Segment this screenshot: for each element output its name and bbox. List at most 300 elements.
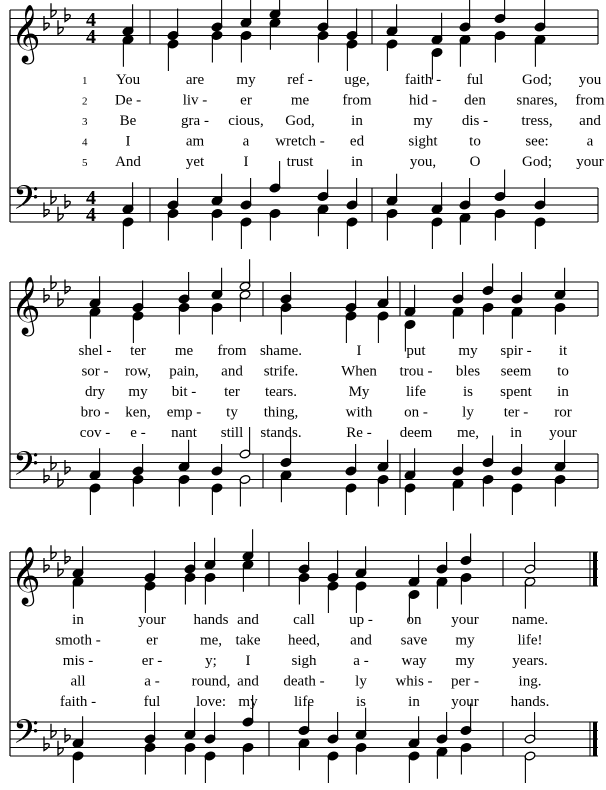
- lyric-syllable: call: [293, 612, 315, 628]
- lyric-syllable: wretch -: [275, 133, 325, 150]
- lyric-syllable: in: [351, 154, 363, 170]
- note: [144, 551, 156, 583]
- note: [132, 311, 144, 343]
- lyric-syllable: dis -: [461, 113, 489, 129]
- lyric-syllable: from: [342, 92, 372, 109]
- lyric-syllable: nant: [171, 425, 197, 441]
- note: [184, 542, 196, 574]
- note: [346, 178, 358, 210]
- note: [89, 276, 101, 308]
- lyric-syllable: is: [462, 384, 474, 400]
- lyric-syllable: bro -: [80, 404, 110, 421]
- lyric-syllable: sor -: [81, 363, 109, 380]
- lyric-syllable: love:: [196, 694, 226, 710]
- flat-icon: [58, 292, 63, 306]
- note: [178, 302, 190, 334]
- note: [317, 30, 329, 62]
- note: [482, 302, 494, 334]
- note: [184, 572, 196, 604]
- note: [436, 712, 448, 744]
- note: [317, 170, 329, 202]
- note: [460, 572, 472, 604]
- lyric-syllable: me,: [199, 632, 223, 649]
- lyric-syllable: O: [469, 154, 481, 170]
- svg-text:4: 4: [86, 9, 96, 31]
- note: [534, 35, 546, 67]
- lyric-syllable: and: [237, 673, 259, 690]
- lyric-syllable: gra -: [181, 113, 209, 129]
- lyric-syllable: in: [72, 612, 84, 628]
- lyric-syllable: my: [458, 343, 478, 359]
- note: [167, 178, 179, 210]
- note: [184, 742, 196, 774]
- lyric-syllable: are: [185, 72, 205, 88]
- lyric-syllable: your: [549, 425, 577, 441]
- lyric-syllable: to: [557, 363, 569, 380]
- note: [184, 708, 196, 740]
- note: [132, 444, 144, 476]
- lyric-syllable: way: [401, 653, 427, 669]
- note: [327, 551, 339, 583]
- flat-icon: [51, 456, 56, 470]
- note: [459, 213, 471, 245]
- lyric-syllable: trust: [286, 154, 314, 170]
- lyric-syllable: tears.: [264, 384, 298, 400]
- note: [482, 264, 494, 296]
- note: [89, 448, 101, 480]
- lyric-syllable: hands: [193, 612, 229, 628]
- note: [242, 560, 254, 592]
- note: [554, 302, 566, 334]
- lyric-syllable: ing.: [518, 673, 542, 690]
- lyric-syllable: hid -: [409, 92, 437, 109]
- lyric-syllable: ter: [130, 343, 146, 359]
- lyric-syllable: sight: [408, 133, 438, 150]
- note: [327, 712, 339, 744]
- note: [269, 161, 281, 193]
- note: [89, 483, 101, 515]
- lyric-syllable: per -: [451, 673, 479, 690]
- lyric-syllable: cious,: [228, 113, 264, 129]
- lyric-syllable: life!: [517, 632, 543, 649]
- lyric-syllable: emp -: [166, 404, 202, 421]
- note: [534, 0, 546, 32]
- lyric-syllable: bit -: [171, 384, 197, 400]
- note: [408, 716, 420, 748]
- lyric-syllable: thing,: [263, 404, 299, 421]
- note: [459, 35, 471, 67]
- lyric-syllable: from: [217, 343, 247, 359]
- lyric-syllable: in: [351, 113, 363, 129]
- lyric-syllable: faith -: [59, 694, 97, 710]
- note: [122, 217, 134, 249]
- lyric-syllable: you: [578, 72, 602, 88]
- note: [431, 182, 443, 214]
- note: [436, 577, 448, 609]
- note: [144, 581, 156, 613]
- lyric-syllable: When: [341, 363, 377, 380]
- lyric-syllable: a: [242, 133, 250, 150]
- note: [240, 0, 252, 28]
- note: [554, 268, 566, 300]
- bass-clef-icon: 𝄢: [13, 445, 39, 492]
- note: [167, 9, 179, 41]
- note: [459, 178, 471, 210]
- lyric-syllable: my: [238, 694, 258, 710]
- lyric-syllable: spent: [500, 384, 532, 400]
- note: [482, 436, 494, 468]
- lyric-syllable: smoth -: [55, 632, 101, 649]
- note: [460, 534, 472, 566]
- note: [280, 302, 292, 334]
- note: [242, 529, 254, 561]
- note: [404, 483, 416, 515]
- note: [346, 9, 358, 41]
- lyric-syllable: den: [464, 92, 486, 109]
- lyric-syllable: faith -: [404, 72, 442, 88]
- bass-staff: [10, 454, 598, 488]
- lyric-syllable: God,: [285, 113, 315, 129]
- note: [404, 448, 416, 480]
- note: [452, 479, 464, 511]
- lyric-syllable: your: [451, 694, 479, 710]
- lyric-syllable: life: [406, 384, 426, 400]
- note: [346, 217, 358, 249]
- lyric-syllable: whis -: [395, 673, 433, 690]
- note: [89, 307, 101, 339]
- note: [239, 259, 251, 291]
- lyric-syllable: all: [70, 673, 86, 690]
- lyric-syllable: strife.: [263, 363, 299, 380]
- lyric-syllable: y;: [205, 653, 217, 669]
- note: [211, 30, 223, 62]
- note: [167, 39, 179, 71]
- note: [280, 470, 292, 502]
- lyric-syllable: on -: [404, 404, 428, 421]
- lyric-syllable: tress,: [521, 113, 553, 129]
- lyric-syllable: me,: [456, 425, 480, 441]
- lyric-syllable: My: [348, 384, 370, 400]
- lyric-syllable: death -: [283, 673, 325, 690]
- note: [72, 716, 84, 748]
- note: [408, 555, 420, 587]
- note: [242, 742, 254, 774]
- note: [345, 444, 357, 476]
- note: [436, 542, 448, 574]
- note: [511, 444, 523, 476]
- note: [386, 208, 398, 240]
- verse-number: 3: [82, 116, 88, 128]
- lyric-syllable: cov -: [79, 425, 111, 441]
- note: [178, 440, 190, 472]
- lyric-syllable: from: [575, 92, 605, 109]
- note: [204, 572, 216, 604]
- note: [355, 708, 367, 740]
- lyric-syllable: me: [290, 92, 310, 109]
- lyric-syllable: years.: [512, 653, 548, 669]
- note: [317, 204, 329, 236]
- lyric-syllable: hands.: [510, 694, 550, 710]
- note: [211, 208, 223, 240]
- lyric-syllable: in: [408, 694, 420, 710]
- bass-staff: [10, 188, 598, 222]
- lyric-syllable: ref -: [287, 72, 313, 88]
- lyric-syllable: ter -: [503, 404, 529, 421]
- note: [239, 290, 251, 322]
- lyric-syllable: am: [185, 133, 205, 150]
- note: [240, 30, 252, 62]
- lyric-syllable: save: [400, 632, 428, 649]
- lyric-syllable: name.: [511, 612, 549, 628]
- verse-number: 2: [82, 95, 88, 108]
- lyric-syllable: on: [406, 612, 422, 628]
- verse-number: 1: [82, 75, 88, 87]
- lyric-syllable: take: [235, 632, 261, 649]
- lyric-syllable: seem: [500, 363, 532, 380]
- lyric-syllable: to: [469, 133, 481, 150]
- lyric-syllable: ken,: [125, 404, 151, 421]
- flat-icon: [58, 207, 63, 221]
- lyric-syllable: ter: [224, 384, 240, 400]
- note: [346, 39, 358, 71]
- lyric-syllable: in: [510, 425, 522, 441]
- lyric-syllable: ty: [226, 404, 238, 421]
- lyric-syllable: uge,: [344, 72, 370, 88]
- note: [377, 276, 389, 308]
- lyric-syllable: life: [294, 694, 314, 710]
- lyric-syllable: my: [236, 72, 256, 88]
- time-signature: [86, 187, 96, 226]
- verse-number: 4: [82, 136, 88, 149]
- flat-icon: [58, 20, 63, 34]
- lyric-syllable: trou -: [399, 363, 433, 380]
- note: [204, 712, 216, 744]
- note: [355, 742, 367, 774]
- lyric-syllable: with: [345, 404, 373, 421]
- note: [431, 217, 443, 249]
- note: [298, 738, 310, 770]
- lyric-syllable: I: [356, 343, 362, 359]
- lyric-syllable: spir -: [500, 343, 532, 359]
- lyric-syllable: God;: [522, 154, 552, 170]
- note: [511, 483, 523, 515]
- note: [452, 307, 464, 339]
- note: [240, 217, 252, 249]
- note: [494, 0, 506, 24]
- bass-clef-icon: 𝄢: [13, 179, 39, 226]
- note: [211, 0, 223, 32]
- lyric-syllable: I: [125, 133, 131, 150]
- note: [386, 174, 398, 206]
- lyric-syllable: De -: [114, 92, 142, 109]
- lyric-syllable: and: [237, 612, 259, 628]
- flat-icon: [58, 473, 63, 487]
- note: [178, 272, 190, 304]
- lyric-syllable: round,: [191, 673, 231, 690]
- lyric-syllable: and: [350, 632, 372, 649]
- lyric-syllable: bles: [455, 363, 481, 380]
- lyric-syllable: God;: [522, 72, 552, 88]
- note: [345, 483, 357, 515]
- note: [72, 751, 84, 783]
- note: [317, 0, 329, 32]
- note: [167, 208, 179, 240]
- note: [204, 538, 216, 570]
- note: [524, 712, 536, 744]
- lyric-syllable: and: [579, 113, 601, 129]
- lyric-syllable: it: [558, 343, 568, 359]
- lyric-syllable: I: [243, 154, 249, 170]
- note: [377, 474, 389, 506]
- treble-clef-icon: 𝄞: [11, 276, 41, 334]
- note: [144, 712, 156, 744]
- treble-staff: [10, 10, 598, 44]
- note: [386, 4, 398, 36]
- note: [511, 272, 523, 304]
- note: [132, 474, 144, 506]
- lyric-syllable: still: [220, 425, 244, 441]
- note: [494, 170, 506, 202]
- lyric-syllable: er: [240, 92, 252, 109]
- svg-text:4: 4: [86, 204, 96, 226]
- flat-icon: [51, 545, 56, 559]
- note: [122, 4, 134, 36]
- lyric-syllable: put: [406, 343, 426, 359]
- note: [204, 751, 216, 783]
- note: [355, 546, 367, 578]
- note: [239, 474, 251, 506]
- note: [386, 39, 398, 71]
- note: [524, 542, 536, 574]
- note: [211, 444, 223, 476]
- lyric-syllable: er: [146, 632, 158, 649]
- note: [534, 217, 546, 249]
- note: [327, 581, 339, 613]
- lyric-syllable: deem: [399, 425, 433, 441]
- lyric-syllable: shame.: [259, 343, 303, 359]
- lyric-syllable: my: [455, 653, 475, 669]
- lyric-syllable: my: [128, 384, 148, 400]
- lyric-syllable: a: [586, 133, 594, 150]
- lyric-syllable: your: [451, 612, 479, 628]
- svg-text:4: 4: [86, 187, 96, 209]
- flat-icon: [51, 724, 56, 738]
- lyric-syllable: snares,: [516, 92, 558, 109]
- note: [524, 751, 536, 783]
- time-signature: [86, 9, 96, 48]
- note: [345, 311, 357, 343]
- note: [269, 18, 281, 50]
- treble-clef-icon: 𝄞: [11, 4, 41, 62]
- note: [269, 208, 281, 240]
- note: [494, 208, 506, 240]
- flat-icon: [51, 190, 56, 204]
- flat-icon: [51, 3, 56, 17]
- lyric-syllable: my: [455, 632, 475, 649]
- flat-icon: [58, 741, 63, 755]
- lyric-syllable: in: [557, 384, 569, 400]
- note: [404, 285, 416, 317]
- flat-icon: [58, 562, 63, 576]
- lyric-syllable: see:: [525, 133, 549, 150]
- note: [524, 577, 536, 609]
- note: [494, 30, 506, 62]
- lyric-syllable: er -: [141, 653, 163, 669]
- lyric-syllable: dry: [85, 384, 105, 400]
- note: [280, 272, 292, 304]
- svg-text:4: 4: [86, 26, 96, 48]
- lyric-syllable: ly: [355, 673, 367, 690]
- lyric-syllable: stands.: [260, 425, 302, 441]
- note: [178, 474, 190, 506]
- note: [327, 751, 339, 783]
- lyric-syllable: liv -: [182, 92, 208, 109]
- note: [211, 268, 223, 300]
- lyric-syllable: my: [413, 113, 433, 129]
- note: [534, 178, 546, 210]
- lyric-syllable: me: [174, 343, 194, 359]
- note: [298, 542, 310, 574]
- note: [144, 742, 156, 774]
- lyric-syllable: Be: [119, 113, 137, 129]
- lyric-syllable: you,: [409, 154, 437, 170]
- flat-icon: [51, 275, 56, 289]
- lyric-syllable: your: [576, 154, 604, 170]
- note: [377, 311, 389, 343]
- lyric-syllable: a -: [144, 673, 160, 690]
- lyric-syllable: pain,: [169, 363, 199, 380]
- lyric-syllable: a -: [353, 653, 369, 669]
- note: [211, 302, 223, 334]
- lyric-syllable: yet: [185, 154, 205, 170]
- lyric-syllable: up -: [349, 612, 373, 628]
- note: [452, 272, 464, 304]
- lyric-syllable: sigh: [291, 653, 317, 669]
- note: [377, 440, 389, 472]
- lyric-syllable: mis -: [62, 653, 94, 669]
- note: [345, 281, 357, 313]
- lyric-syllable: row,: [124, 363, 152, 380]
- note: [431, 13, 443, 45]
- lyric-syllable: shel -: [78, 343, 112, 359]
- lyric-syllable: e -: [130, 425, 146, 441]
- lyric-syllable: your: [138, 612, 166, 628]
- lyric-syllable: is: [355, 694, 367, 710]
- treble-clef-icon: 𝄞: [11, 546, 41, 604]
- note: [482, 474, 494, 506]
- note: [298, 572, 310, 604]
- note: [72, 577, 84, 609]
- verse-number: 5: [82, 157, 88, 169]
- note: [452, 444, 464, 476]
- lyric-syllable: ror: [554, 404, 572, 421]
- lyric-syllable: And: [115, 154, 141, 170]
- bass-clef-icon: 𝄢: [13, 713, 39, 760]
- note: [408, 751, 420, 783]
- note: [132, 281, 144, 313]
- note: [460, 742, 472, 774]
- lyric-syllable: I: [245, 653, 251, 669]
- lyric-syllable: and: [221, 363, 243, 380]
- note: [240, 178, 252, 210]
- lyric-syllable: ful: [143, 694, 161, 710]
- note: [459, 0, 471, 32]
- note: [554, 474, 566, 506]
- note: [436, 747, 448, 779]
- lyric-syllable: You: [115, 72, 141, 88]
- lyric-syllable: heed,: [287, 632, 321, 649]
- note: [554, 440, 566, 472]
